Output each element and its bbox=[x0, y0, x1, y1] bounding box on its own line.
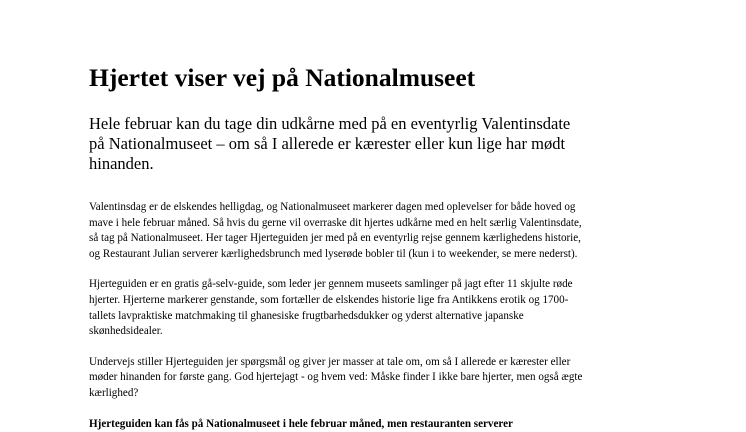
article-lead: Hele februar kan du tage din udkårne med på en eventyrlig Valentinsdate på Nationalmuseet – om så I allerede er kærester eller kun lige har mødt hinanden. bbox=[89, 114, 571, 173]
body-paragraph: Valentinsdag er de elskendes helligdag, og Nationalmuseet markerer dagen med oplevelser for både hoved og mave i hele februar måned. Så hvis du gerne vil overraske dit hjertes udkårne med en helt særlig Valentinsdate, så tag på Nationalmuseet. Her tager Hjerteguiden jer med på en eventyrlig rejse gennem kærlighedens historie, og Restaurant Julian serverer kærlighedsbrunch med lyserøde bobler til (kun i to weekender, se mere nederst). bbox=[89, 201, 582, 260]
body-paragraph-bold: Hjerteguiden kan fås på Nationalmuseet i hele februar måned, men restauranten serverer bbox=[89, 417, 513, 430]
article-title: Hjertet viser vej på Nationalmuseet bbox=[89, 63, 476, 92]
body-paragraph: Undervejs stiller Hjerteguiden jer spørgsmål og giver jer masser at tale om, om så I allerede er kærester eller møder hinanden for første gang. God hjertejagt - og hvem ved: Måske finder I ikke bare hjerter, men også ægte kærlighed? bbox=[89, 355, 583, 399]
body-paragraph: Hjerteguiden er en gratis gå-selv-guide, som leder jer gennem museets samlinger på jagt efter 11 skjulte røde hjerter. Hjerterne markerer genstande, som fortæller de elskendes historie lige fra Antikkens erotik og 1700-tallets lavpraktiske matchmaking til ghanesiske frugtbarhedsdukker og yderst alternative japanske skønhedsidealer. bbox=[89, 278, 573, 338]
article bbox=[89, 62, 589, 432]
